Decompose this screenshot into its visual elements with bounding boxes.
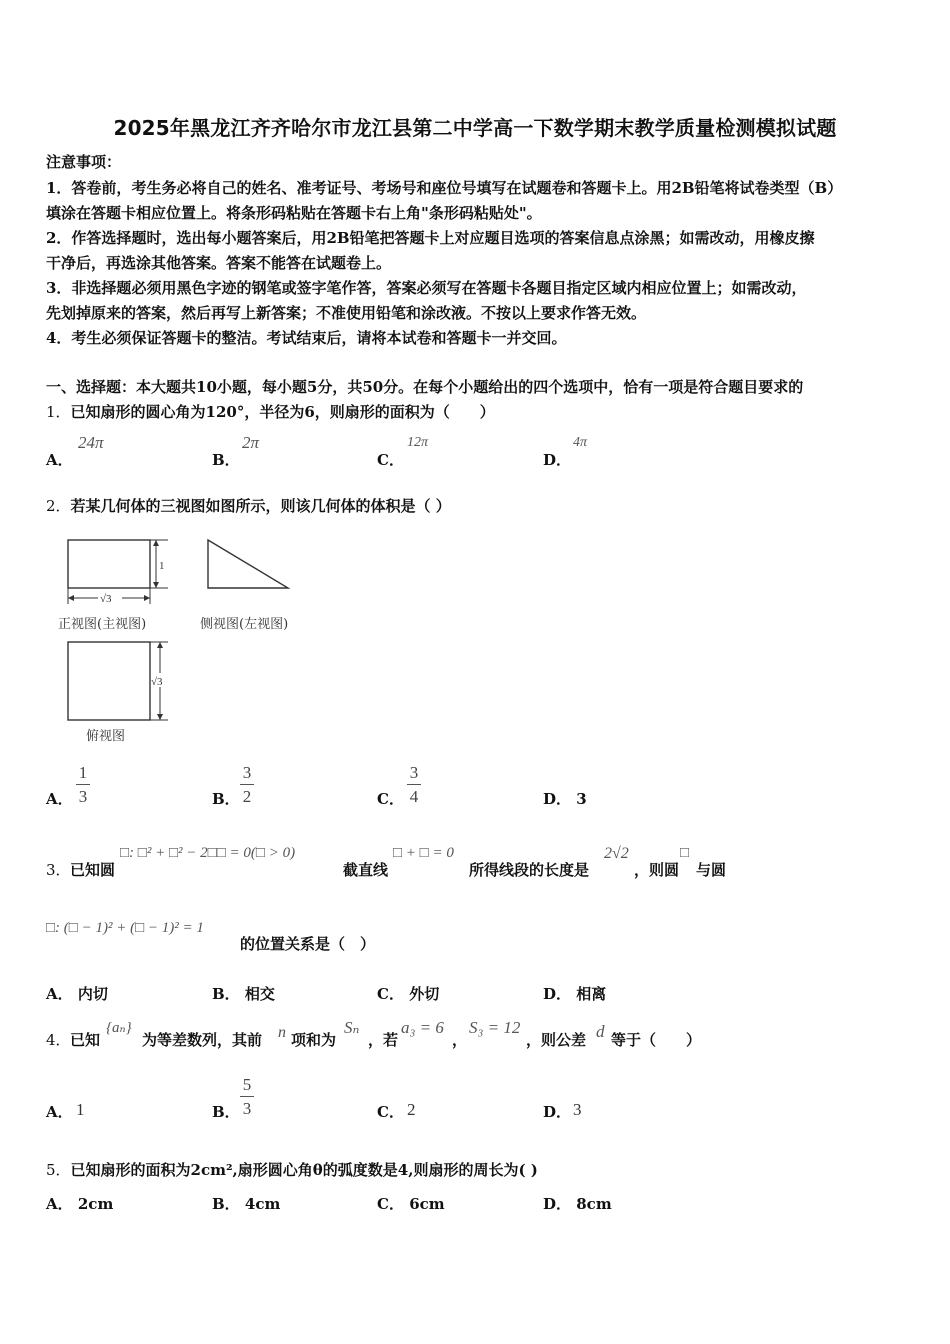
option-c[interactable]: C．: [377, 790, 404, 808]
dim-sqrt3-label: √3: [151, 676, 163, 688]
option-a-fraction: 1 3: [76, 763, 90, 806]
a3-equation: a₃ = 6: [401, 1018, 444, 1037]
option-d-value: 3: [573, 1100, 582, 1119]
side-view-triangle: [208, 540, 288, 588]
option-c-fraction: 3 4: [407, 763, 421, 806]
option-d[interactable]: D． 3: [543, 790, 587, 808]
question-text: 已知扇形的圆心角为120°，半径为6，则扇形的面积为（ ）: [70, 403, 495, 421]
option-d[interactable]: D． 8cm: [543, 1195, 612, 1213]
question-text: ，则圆: [634, 861, 680, 879]
option-c[interactable]: C． 6cm: [377, 1195, 445, 1213]
question-text: ，则公差: [526, 1031, 587, 1049]
top-view-caption: 俯视图: [86, 729, 126, 744]
question-text: 为等差数列，其前: [142, 1031, 263, 1049]
n-symbol: n: [278, 1024, 286, 1041]
option-b[interactable]: B．: [212, 451, 240, 469]
option-b[interactable]: B． 4cm: [212, 1195, 281, 1213]
question-2: [46, 495, 451, 516]
question-text: 与圆: [696, 861, 727, 879]
question-number: 1．: [46, 403, 71, 421]
circle-equation: □: □² + □² − 2□□ = 0(□ > 0): [120, 845, 296, 861]
page-title: 2025年黑龙江齐齐哈尔市龙江县第二中学高一下数学期末教学质量检测模拟试题: [113, 116, 837, 140]
notice-heading: 注意事项：: [46, 153, 122, 171]
option-d-value: 4π: [573, 435, 588, 450]
option-a[interactable]: A．: [46, 1103, 73, 1121]
option-b-fraction: 3 2: [240, 763, 254, 806]
option-a[interactable]: A． 内切: [46, 985, 108, 1003]
d-symbol: d: [596, 1022, 605, 1041]
circle-name: □: [680, 845, 690, 861]
question-text: 已知圆: [70, 861, 116, 879]
option-b[interactable]: B．: [212, 1103, 240, 1121]
option-c[interactable]: C．: [377, 1103, 404, 1121]
option-b[interactable]: B． 相交: [212, 985, 275, 1003]
option-a[interactable]: A． 2cm: [46, 1195, 114, 1213]
question-number: 3．: [46, 861, 71, 879]
s3-equation: S₃ = 12: [469, 1018, 521, 1037]
question-text: 的位置关系是（ ）: [240, 935, 376, 953]
front-view-rect: [68, 540, 150, 588]
question-text: 若某几何体的三视图如图所示，则该几何体的体积是（ ）: [70, 497, 451, 515]
notice-line: 4．考生必须保证答题卡的整洁。考试结束后，请将本试卷和答题卡一并交回。: [46, 329, 567, 347]
dim-sqrt3-label: √3: [100, 593, 112, 605]
option-c-value: 2: [407, 1100, 416, 1119]
option-a-value: 24π: [78, 433, 104, 452]
option-b-value: 2π: [242, 433, 260, 452]
option-c[interactable]: C．: [377, 451, 404, 469]
option-c-value: 12π: [407, 435, 429, 450]
option-b[interactable]: B．: [212, 790, 240, 808]
section-heading: 一、选择题：本大题共10小题，每小题5分，共50分。在每个小题给出的四个选项中，恰有一项是符合题目要求的: [46, 378, 804, 396]
circle-n-equation: □: (□ − 1)² + (□ − 1)² = 1: [46, 920, 204, 936]
option-c[interactable]: C． 外切: [377, 985, 440, 1003]
notice-line: 填涂在答题卡相应位置上。将条形码粘贴在答题卡右上角"条形码粘贴处"。: [46, 204, 542, 222]
question-text: 等于（ ）: [611, 1031, 702, 1049]
option-d[interactable]: D．: [543, 1103, 572, 1121]
option-b-fraction: 5 3: [240, 1075, 254, 1118]
option-a[interactable]: A．: [46, 451, 73, 469]
option-a-value: 1: [76, 1100, 85, 1119]
sn-symbol: Sₙ: [344, 1018, 360, 1037]
option-d[interactable]: D．: [543, 451, 572, 469]
chord-length: 2√2: [604, 845, 629, 862]
question-text: 项和为: [291, 1031, 337, 1049]
line-equation: □ + □ = 0: [393, 845, 454, 861]
front-view-caption: 正视图(主视图): [58, 617, 147, 632]
question-text: 截直线: [343, 861, 389, 879]
option-d[interactable]: D． 相离: [543, 985, 607, 1003]
notice-line: 先划掉原来的答案，然后再写上新答案；不准使用铅笔和涂改液。不按以上要求作答无效。: [46, 304, 647, 322]
dim-one-label: 1: [159, 560, 165, 572]
notice-line: 1．答卷前，考生务必将自己的姓名、准考证号、考场号和座位号填写在试题卷和答题卡上。用2B铅笔将试卷类型（B）: [46, 179, 843, 197]
notice-line: 2．作答选择题时，选出每小题答案后，用2B铅笔把答题卡上对应题目选项的答案信息点涂黑；如需改动，用橡皮擦: [46, 229, 815, 247]
side-view-caption: 侧视图(左视图): [200, 617, 289, 632]
question-number: 5．: [46, 1161, 71, 1179]
question-text: ，若: [368, 1031, 399, 1049]
option-a[interactable]: A．: [46, 790, 73, 808]
sequence-symbol: {aₙ}: [106, 1020, 132, 1036]
question-text: 已知扇形的面积为2cm²,扇形圆心角θ的弧度数是4,则扇形的周长为( ): [70, 1161, 538, 1179]
question-text: 已知: [70, 1031, 101, 1049]
top-view-square: [68, 642, 150, 720]
question-5: [46, 1159, 538, 1180]
question-text: ，: [452, 1031, 468, 1049]
notice-line: 3．非选择题必须用黑色字迹的钢笔或签字笔作答，答案必须写在答题卡各题目指定区域内相应位置上；如需改动，: [46, 279, 807, 297]
notice-line: 干净后，再选涂其他答案。答案不能答在试题卷上。: [46, 254, 392, 272]
question-number: 4．: [46, 1031, 71, 1049]
question-1: [46, 401, 495, 422]
question-text: 所得线段的长度是: [469, 861, 590, 879]
question-number: 2．: [46, 497, 71, 515]
three-view-figure: [50, 532, 320, 752]
